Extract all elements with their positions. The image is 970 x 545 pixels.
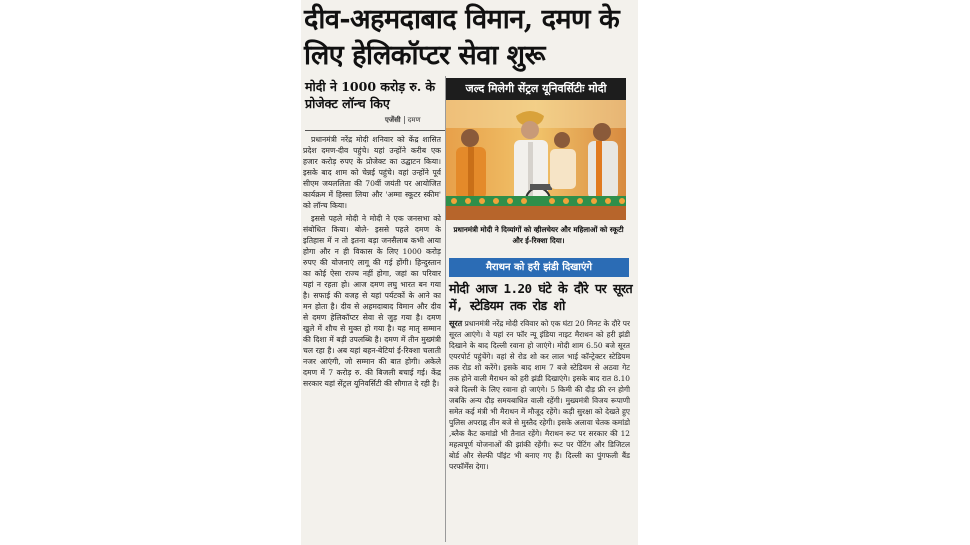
byline-place: दमण [407,116,421,124]
story2-kicker: मैराथन को हरी झंडी दिखाएंगे [449,258,629,277]
stage-photo-illustration [446,100,626,220]
newspaper-clipping [301,0,638,545]
story2-headline: मोदी आज 1.20 घंटे के दौरे पर सूरत में, स्टेडियम तक रोड शो [449,281,633,313]
main-article-body [303,134,441,542]
person-seated [550,149,576,189]
byline-agency: एजेंसी [385,116,401,124]
photo-caption: प्रधानमंत्री मोदी ने दिव्यांगों को व्हीलचेयर और महिलाओं को स्कूटी और ई-रिक्शा दिया। [453,225,624,245]
story2-text: प्रधानमंत्री नरेंद्र मोदी रविवार को एक घंटा 20 मिनट के दौरे पर सूरत आएंगे। वे यहां रन फॉर न्यू इंडिया नाइट मैराथन को हरी झंडी दिखाने के बाद दिल्ली रवाना हो जाएंगे। मोदी शाम 6.50 बजे सूरत एयरपोर्ट पहुंचेंगे। वहां से रोड शो कर लाल भाई कॉन्ट्रेक्टर स्टेडियम तक रोड शो करेंगे। इसके बाद शाम 7 बजे स्टेडियम से अठवा गेट तक होने वाली मैराथन को हरी झंडी दिखाएंगे। इसके बाद रात 8.10 बजे दिल्ली के लिए रवाना हो जाएंगे। 5 किमी की दौड़ फ्री रन होगी जबकि अन्य दौड़ समयबाधित वाली रहेंगी। मुख्यमंत्री विजय रूपाणी समेत कई मंत्री भी मैराथन में मौजूद रहेंगे। कड़ी सुरक्षा को देखते हुए पुलिस अपराह्न तीन बजे से मुस्तैद रहेगी। इसके अलावा चेतक कमांडो ,ब्लैक कैट कमांडो भी तैनात रहेंगे। मैराथन रूट पर सरकार की 12 महत्वपूर्ण योजनाओं की झांकी रहेंगी। रूट पर पेंटिंग और डिजिटल बोर्ड और सेल्फी पॉइंट भी बनाए गए हैं। दिल्ली का पुंगफली बैंड परफॉर्मेंस देगा। [449,319,630,471]
story2-body [449,318,630,544]
byline-divider [404,116,405,124]
byline [385,116,421,125]
story2-dateline: सूरत [449,318,463,328]
main-headline: दीव-अहमदाबाद विमान, दमण के लिए हेलिकॉप्टर सेवा शुरू [304,4,620,71]
event-photo [446,100,626,220]
flower-garland [446,196,626,206]
photo-banner: जल्द मिलेगी सेंट्रल यूनिवर्सिटीः मोदी [446,78,626,100]
article-paragraph: प्रधानमंत्री नरेंद्र मोदी शनिवार को केंद्र शासित प्रदेश दमण-दीव पहुंचे। यहां उन्होंने करीब एक हजार करोड़ रुपए के प्रोजेक्ट का उद्घाटन किया। इसके बाद शाम को चेन्नई पहुंचे। वहां उन्होंने पूर्व सीएम जयललिता की 70वीं जयंती पर आयोजित कार्यक्रम में हिस्सा लिया और 'अम्मा स्कूटर स्कीम' को लॉन्च किया। [303,135,441,210]
byline-rule [305,130,445,131]
subheadline: मोदी ने 1000 करोड़ रु. के प्रोजेक्ट लॉन्च किए [305,79,436,111]
person-right [588,141,618,199]
article-paragraph: इससे पहले मोदी ने मोदी ने एक जनसभा को संबोधित किया। बोले- इससे पहले दमण के इतिहास में न तो इतना बड़ा जनसैलाब कभी आया होगा और न ही विकास के लिए 1000 करोड़ रुपए की योजनाएं लागू की गई होंगी। हिन्दुस्तान का कोई ऐसा राज्य नहीं होगा, जहां का परिवार यहां न रहता हो। आज दमण लघु भारत बन गया है। सफाई की वजह से यहां पर्यटकों के आने का मन होता है। दीव से अहमदाबाद विमान और दीव से दमण हेलिकॉप्टर सेवा से जुड़ गया है। दमण खुले में शौच से मुक्त हो गया है। यह मातृ सम्मान की दिशा में बड़ी उपलब्धि है। दमण में तीन मुख्मंत्री चल रहा है। अब यहां बहन-बेटियां ई-रिक्शा चलाती नजर आएंगी, जो सम्मान की बात होगी। अकेले दमण में 7 करोड़ रु. की बिजली बचाई गई। केंद्र सरकार यहां सेंट्रल यूनिवर्सिटी की सौगात दे रही है। [303,214,441,388]
